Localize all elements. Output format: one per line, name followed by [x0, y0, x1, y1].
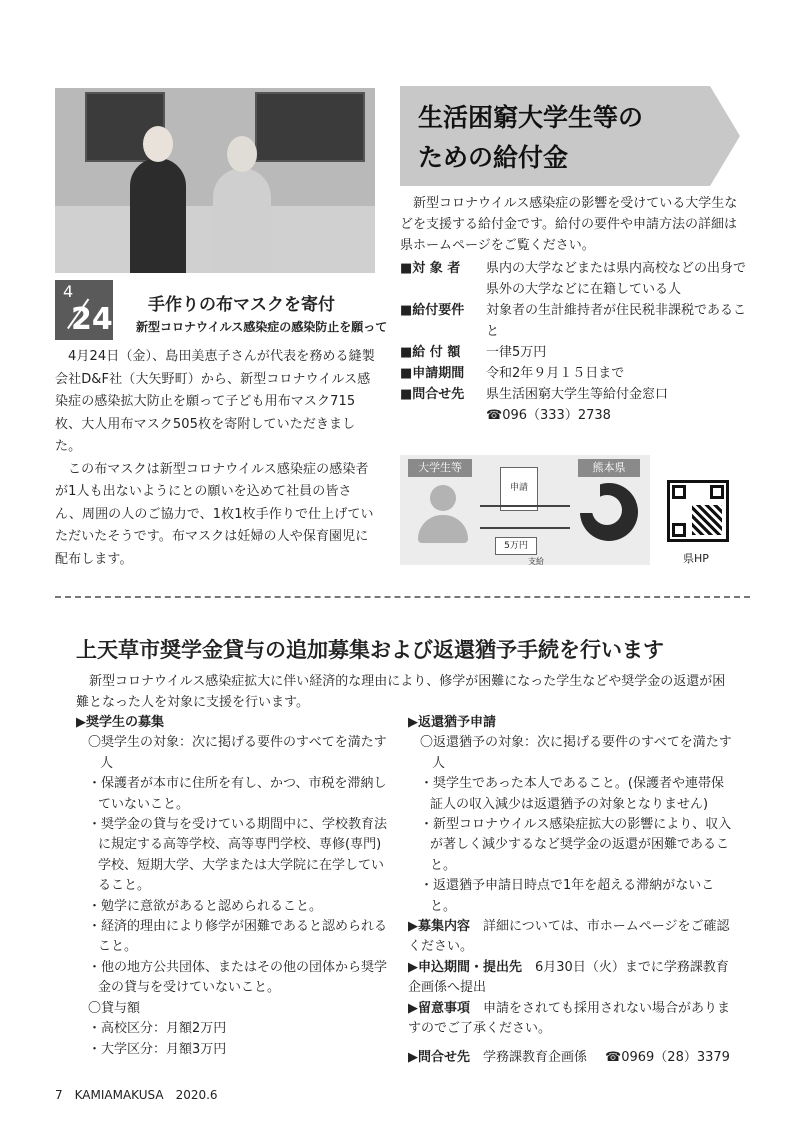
recruit-target: 〇奨学生の対象：次に掲げる要件のすべてを満たす人: [88, 735, 387, 771]
amount-item: ・大学区分：月額3万円: [88, 1041, 227, 1057]
section-divider: [55, 596, 750, 598]
deferral-column: [408, 713, 733, 1068]
detail-value: 詳細については、市ホームページをご確認ください。: [408, 919, 730, 955]
grant-value: 県生活困窮大学生等給付金窓口: [486, 387, 669, 402]
grant-key: [400, 405, 486, 426]
contact-row: [408, 1048, 733, 1068]
grant-key: ■対 象 者: [400, 261, 461, 276]
grant-flow-diagram: [400, 455, 650, 565]
grant-row: [400, 405, 750, 426]
grant-value: 対象者の生計維持者が住民税非課税であること: [486, 303, 747, 339]
recruit-condition: ・勉学に意欲があると認められること。: [88, 898, 323, 914]
page-number: 7: [55, 1088, 63, 1102]
grant-row: [400, 384, 750, 405]
student-icon: [430, 485, 456, 511]
detail-row: [408, 958, 733, 999]
donation-article: [55, 346, 377, 571]
detail-row: [408, 999, 733, 1040]
donation-subtitle: 新型コロナウイルス感染症の感染防止を願って: [136, 320, 388, 334]
deferral-condition: ・奨学生であった本人であること。(保護者や連帯保証人の収入減少は返還猶予の対象となりません): [420, 776, 724, 812]
grant-value: 令和2年９月１５日まで: [486, 366, 625, 381]
deferral-condition: ・返還猶予申請日時点で1年を超える滞納がないこと。: [420, 878, 715, 914]
date-badge: [55, 280, 113, 340]
recruit-condition: ・経済的理由により修学が困難であると認められること。: [88, 919, 388, 955]
detail-value: 6月30日（火）までに学務課教育企画係へ提出: [408, 959, 729, 996]
grant-details: [400, 258, 750, 426]
grant-row: [400, 363, 750, 384]
arrow-left-icon: [480, 527, 570, 529]
grant-key: ■給付要件: [400, 303, 465, 318]
flow-prefecture-label: 熊本県: [578, 459, 640, 477]
amount-item: ・高校区分：月額2万円: [88, 1021, 227, 1037]
detail-value: 申請をされても採用されない場合がありますのでご了承ください。: [408, 1000, 731, 1037]
contact-value: 学務課教育企画係: [483, 1049, 588, 1065]
recruit-condition: ・保護者が本市に住所を有し、かつ、市税を滞納していないこと。: [88, 776, 387, 812]
badge-month: 4: [63, 282, 74, 301]
grant-intro: 新型コロナウイルス感染症の影響を受けている大学生などを支援する給付金です。給付の要件や申請方法の詳細は県ホームページをご覧ください。: [400, 196, 738, 253]
donation-paragraph: この布マスクは新型コロナウイルス感染症の感染者が1人も出ないようにとの願いを込めて社員の皆さん、周囲の人のご協力で、1枚1枚手作りで仕上げていただいたそうです。布マスクは妊婦の人や保育園児に配布します。: [55, 461, 374, 567]
recruit-heading: ▶奨学生の募集: [76, 715, 164, 730]
grant-title-line1: 生活困窮大学生等の: [418, 103, 644, 132]
grant-key: ■給 付 額: [400, 345, 461, 360]
grant-row: [400, 258, 750, 300]
detail-key: ▶募集内容: [408, 919, 470, 935]
contact-phone: ☎0969（28）3379: [605, 1049, 730, 1065]
deferral-target: 〇返還猶予の対象：次に掲げる要件のすべてを満たす人: [420, 735, 732, 771]
deferral-heading: ▶返還猶予申請: [408, 715, 496, 730]
qr-label: 県HP: [683, 552, 709, 565]
donation-photo: [55, 88, 375, 273]
donation-paragraph: 4月24日（金）、島田美恵子さんが代表を務める縫製会社D&F社（大矢野町）から、新型コロナウイルス感染症の感染拡大防止を願って子ども用布マスク715枚、大人用布マスク505枚を寄附していただきました。: [55, 349, 375, 454]
grant-phone: ☎096（333）2738: [486, 408, 611, 423]
issue-date: 2020.6: [175, 1088, 218, 1102]
recruit-condition: ・奨学金の貸与を受けている期間中に、学校教育法に規定する高等学校、高等専門学校、専修(専門)学校、短期大学、大学または大学院に在学していること。: [88, 817, 388, 894]
pay-label: 支給: [528, 557, 544, 566]
scholarship-title: 上天草市奨学金貸与の追加募集および返還猶予手続を行います: [76, 638, 664, 662]
recruit-condition: ・他の地方公共団体、またはその他の団体から奨学金の貸与を受けていないこと。: [88, 959, 388, 996]
grant-heading: [400, 86, 740, 186]
qr-code-icon[interactable]: [667, 480, 729, 542]
amount-heading: 〇貸与額: [88, 1000, 141, 1016]
grant-key: ■問合せ先: [400, 387, 465, 402]
contact-key: ▶問合せ先: [408, 1049, 470, 1065]
grant-title-line2: ための給付金: [418, 143, 569, 172]
detail-key: ▶申込期間・提出先: [408, 959, 522, 975]
donation-title: 手作りの布マスクを寄付: [148, 295, 335, 315]
grant-row: [400, 342, 750, 363]
flow-student-label: 大学生等: [408, 459, 472, 477]
grant-value: 県内の大学などまたは県内高校などの出身で県外の大学などに在籍している人: [486, 261, 747, 297]
magazine-name: KAMIAMAKUSA: [74, 1088, 164, 1102]
arrow-right-icon: [480, 505, 570, 507]
page-footer: [55, 1088, 230, 1102]
grant-key: ■申請期間: [400, 366, 465, 381]
money-label: 5万円: [495, 537, 537, 555]
grant-value: 一律5万円: [486, 345, 547, 360]
detail-row: [408, 917, 733, 958]
recruit-column: [76, 713, 394, 1060]
grant-row: [400, 300, 750, 342]
application-doc-icon: 申請: [500, 467, 538, 511]
scholarship-intro: 新型コロナウイルス感染症拡大に伴い経済的な理由により、修学が困難になった学生などや奨学金の返還が困難となった人を対象に支援を行います。: [76, 674, 726, 710]
badge-day: 24: [71, 302, 113, 337]
deferral-condition: ・新型コロナウイルス感染症拡大の影響により、収入が著しく減少するなど奨学金の返還が困難であること。: [420, 817, 732, 873]
detail-key: ▶留意事項: [408, 1000, 470, 1016]
